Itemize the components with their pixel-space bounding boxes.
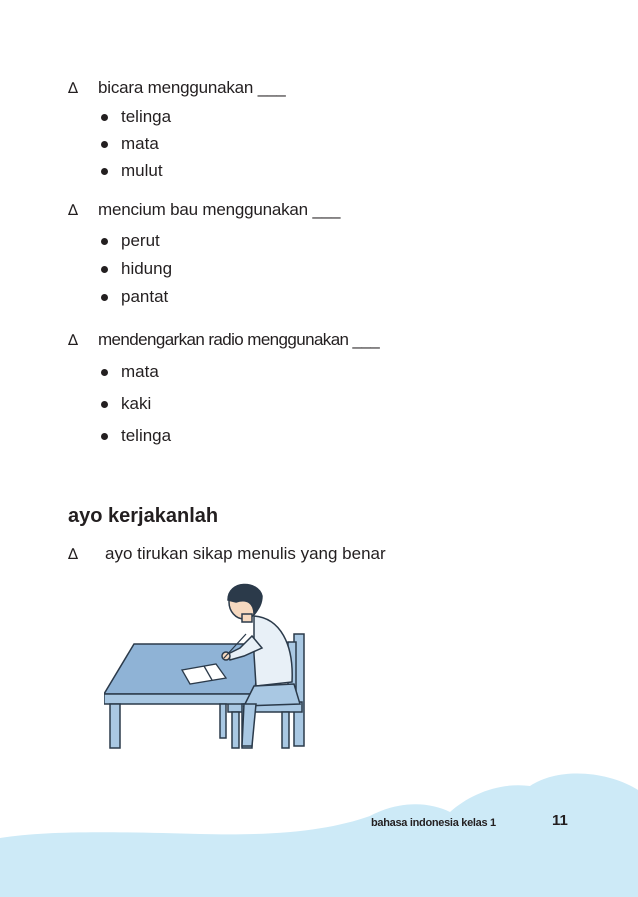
option-item — [100, 134, 171, 154]
option-item — [100, 394, 171, 414]
option-label: mata — [121, 134, 159, 153]
question-1 — [68, 78, 285, 98]
bullet-dot-icon — [101, 433, 108, 440]
triangle-bullet-icon: ∆ — [68, 79, 79, 97]
triangle-bullet-icon: ∆ — [68, 331, 79, 349]
child-writing-at-desk-illustration — [104, 574, 319, 752]
footer-cloud-band — [0, 760, 638, 897]
triangle-bullet-icon: ∆ — [68, 545, 79, 563]
option-item — [100, 231, 172, 251]
bullet-dot-icon — [101, 114, 108, 121]
question-2 — [68, 200, 340, 220]
bullet-dot-icon — [101, 141, 108, 148]
options-list — [100, 362, 171, 446]
bullet-dot-icon — [101, 294, 108, 301]
option-item — [100, 287, 172, 307]
bullet-dot-icon — [101, 168, 108, 175]
question-text: bicara menggunakan ___ — [98, 78, 286, 97]
option-label: telinga — [121, 426, 172, 445]
option-item — [100, 362, 171, 382]
option-label: telinga — [121, 107, 172, 126]
option-label: mata — [121, 362, 159, 381]
option-label: mulut — [121, 161, 163, 180]
section-heading: ayo kerjakanlah — [68, 505, 219, 527]
triangle-bullet-icon: ∆ — [68, 201, 79, 219]
question-3 — [68, 330, 379, 350]
footer-book-title: bahasa indonesia kelas 1 — [371, 817, 496, 829]
bullet-dot-icon — [101, 401, 108, 408]
option-item — [100, 107, 171, 127]
option-label: kaki — [121, 394, 152, 413]
option-item — [100, 259, 172, 279]
bullet-dot-icon — [101, 369, 108, 376]
question-text: mendengarkan radio menggunakan ___ — [98, 330, 380, 349]
options-list — [100, 231, 172, 307]
option-label: perut — [121, 231, 160, 250]
option-item — [100, 426, 171, 446]
options-list — [100, 107, 171, 181]
option-label: pantat — [121, 287, 169, 306]
task-instruction — [68, 544, 386, 564]
bullet-dot-icon — [101, 266, 108, 273]
page-number: 11 — [552, 812, 568, 829]
bullet-dot-icon — [101, 238, 108, 245]
task-text: ayo tirukan sikap menulis yang benar — [105, 544, 386, 563]
option-item — [100, 161, 171, 181]
question-text: mencium bau menggunakan ___ — [98, 200, 341, 219]
option-label: hidung — [121, 259, 173, 278]
